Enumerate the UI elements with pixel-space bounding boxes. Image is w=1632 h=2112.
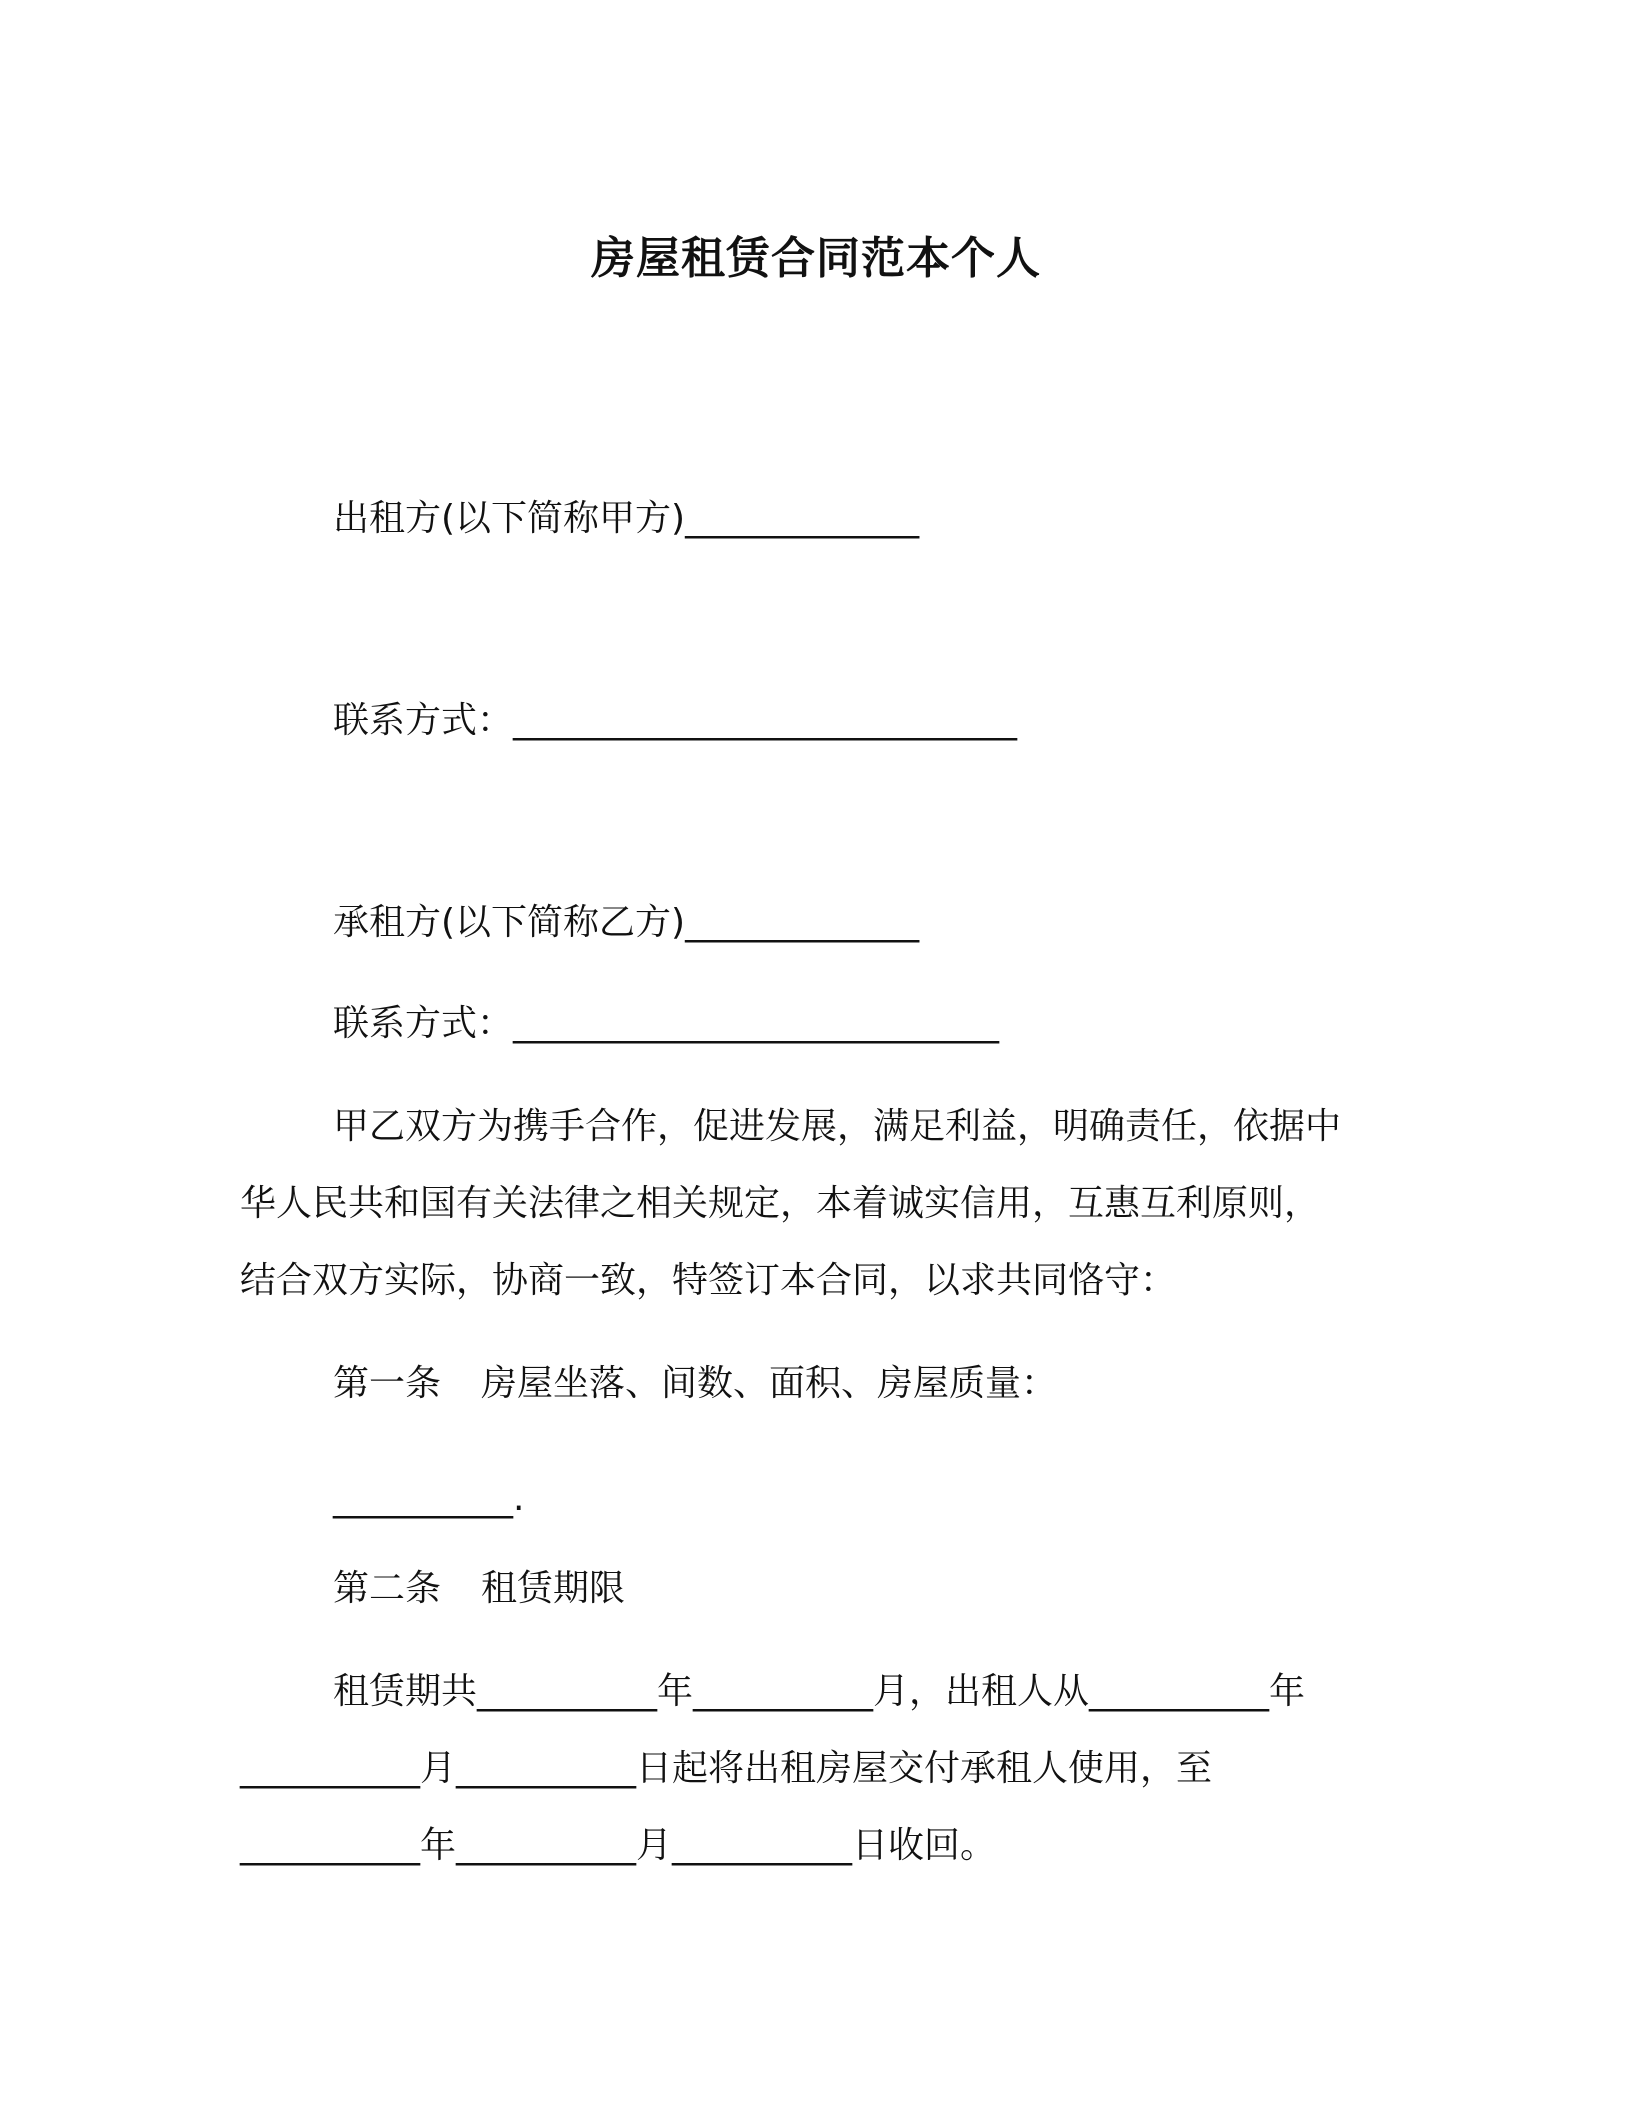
lessor-line: 出租方(以下简称甲方)_____________ <box>333 498 920 539</box>
article-1-number: 第一条 <box>333 1363 442 1404</box>
article-2-number: 第二条 <box>333 1568 442 1609</box>
article-1-heading <box>333 1360 1057 1408</box>
document-title: 房屋租赁合同范本个人 <box>591 233 1041 284</box>
article-1-blank: __________. <box>333 1478 525 1519</box>
preamble-line-3: 结合双方实际，协商一致，特签订本合同，以求共同恪守： <box>240 1260 1177 1301</box>
lessee-contact-line: 联系方式：___________________________ <box>333 1003 1000 1044</box>
lease-term-line-3: __________年__________月__________日收回。 <box>240 1825 997 1866</box>
lease-term-line-2: __________月__________日起将出租房屋交付承租人使用，至 <box>240 1748 1213 1789</box>
lessee-line: 承租方(以下简称乙方)_____________ <box>333 902 920 943</box>
article-2-heading <box>333 1565 625 1613</box>
article-2-title: 租赁期限 <box>481 1568 626 1609</box>
preamble-line-1: 甲乙双方为携手合作，促进发展，满足利益，明确责任，依据中 <box>333 1106 1342 1147</box>
preamble-line-2: 华人民共和国有关法律之相关规定，本着诚实信用，互惠互利原则， <box>240 1183 1321 1224</box>
article-1-title: 房屋坐落、间数、面积、房屋质量： <box>481 1363 1058 1404</box>
lease-term-line-1: 租赁期共__________年__________月，出租人从__________年 <box>333 1671 1306 1712</box>
lessor-contact-line: 联系方式：____________________________ <box>333 700 1018 741</box>
